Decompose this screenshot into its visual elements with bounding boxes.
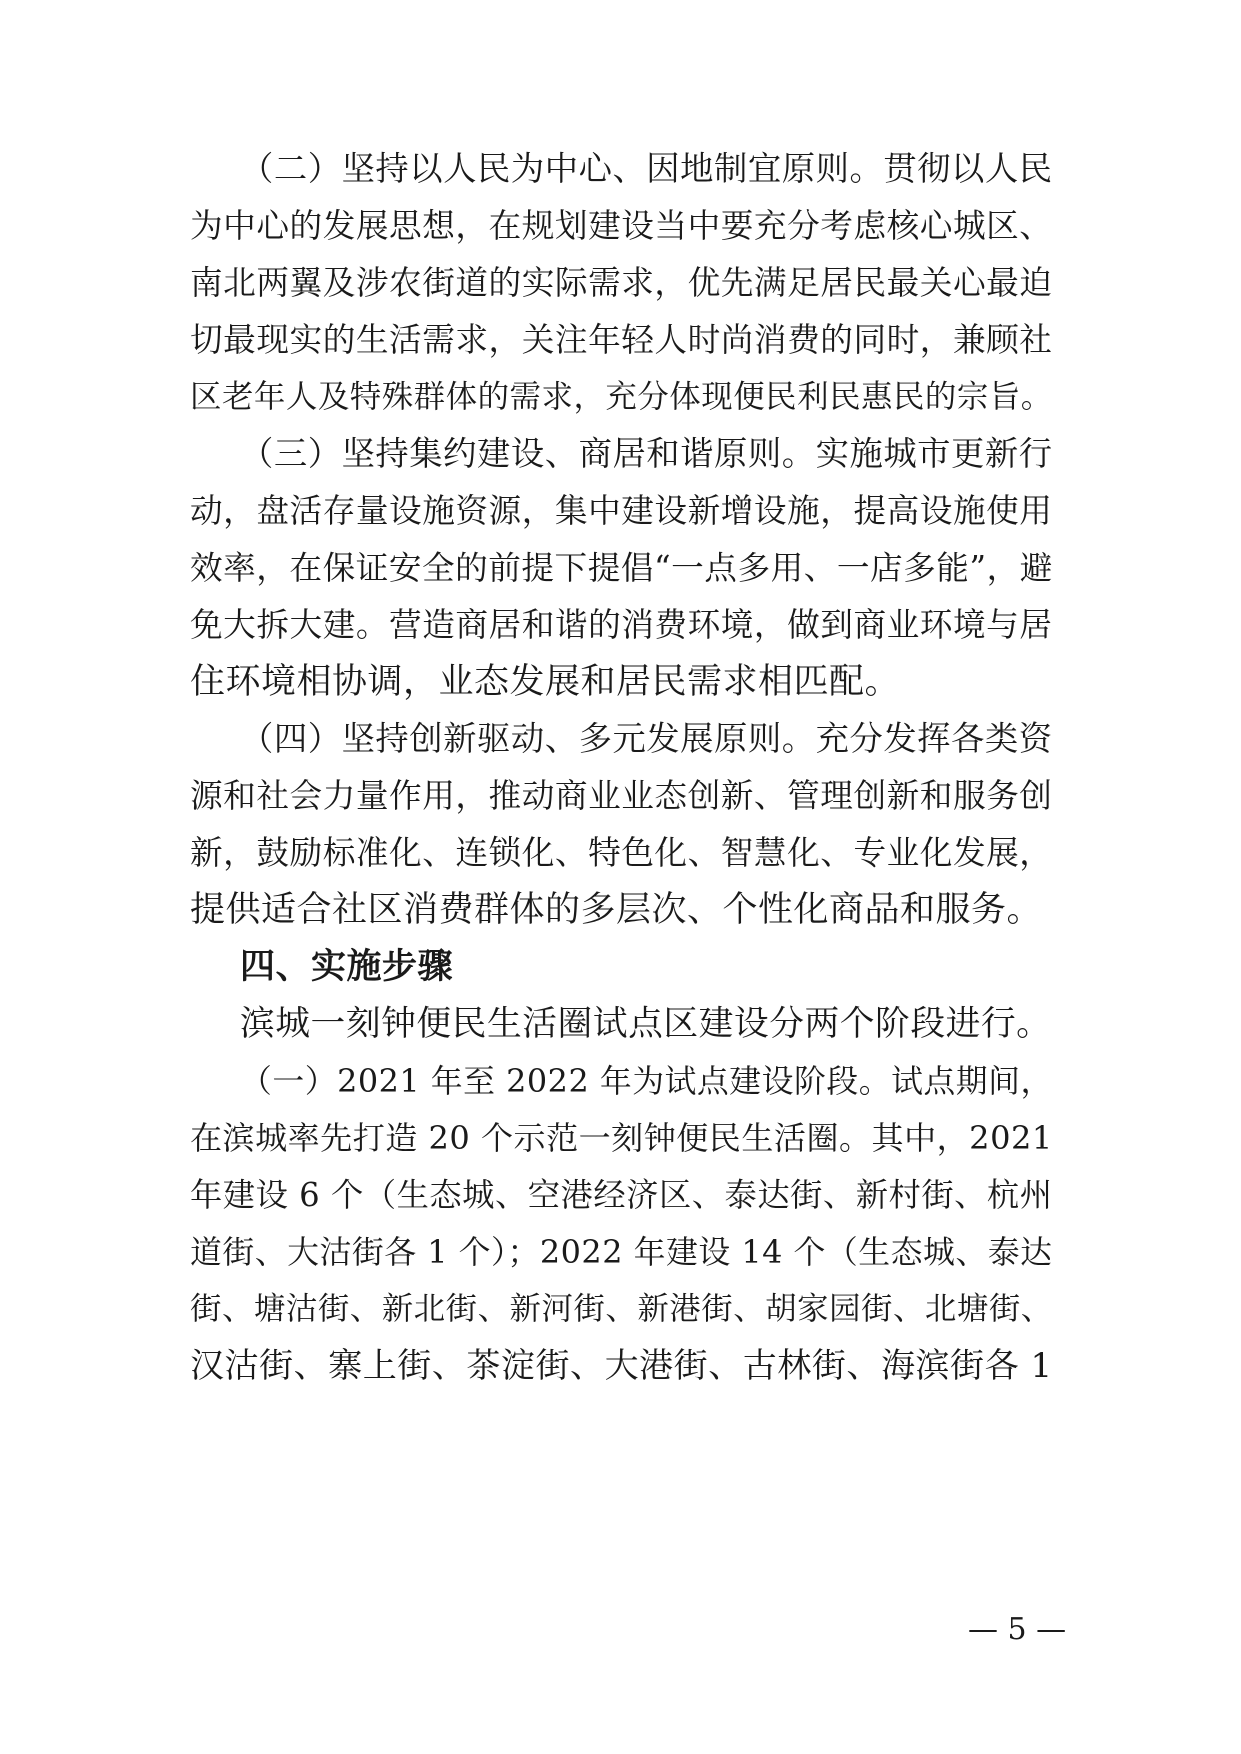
text-line: （二）坚持以人民为中心、因地制宜原则。贯彻以人民 xyxy=(240,149,1053,188)
text-line: 年建设 6 个（生态城、空港经济区、泰达街、新村街、杭州 xyxy=(190,1176,1053,1214)
text-line: 在滨城率先打造 20 个示范一刻钟便民生活圈。其中，2021 xyxy=(190,1119,1053,1157)
text-line: 为中心的发展思想，在规划建设当中要充分考虑核心城区、 xyxy=(190,207,1053,245)
page-number: — 5 — xyxy=(968,1612,1067,1647)
text-line: （三）坚持集约建设、商居和谐原则。实施城市更新行 xyxy=(240,434,1053,473)
text-line: 效率，在保证安全的前提下提倡“一点多用、一店多能”，避 xyxy=(190,549,1053,587)
text-line: 切最现实的生活需求，关注年轻人时尚消费的同时，兼顾社 xyxy=(190,321,1053,359)
text-line: 区老年人及特殊群体的需求，充分体现便民利民惠民的宗旨。 xyxy=(190,379,1053,415)
text-line: 提供适合社区消费群体的多层次、个性化商品和服务。 xyxy=(190,890,1043,930)
text-line: 新，鼓励标准化、连锁化、特色化、智慧化、专业化发展， xyxy=(190,834,1053,872)
text-line: 南北两翼及涉农街道的实际需求，优先满足居民最关心最迫 xyxy=(190,264,1053,302)
text-line: 街、塘沽街、新北街、新河街、新港街、胡家园街、北塘街、 xyxy=(190,1291,1053,1327)
text-line: 免大拆大建。营造商居和谐的消费环境，做到商业环境与居 xyxy=(190,606,1053,644)
text-line: 汉沽街、寨上街、茶淀街、大港街、古林街、海滨街各 1 xyxy=(190,1346,1053,1386)
section-heading: 四、实施步骤 xyxy=(240,947,454,987)
text-line: 滨城一刻钟便民生活圈试点区建设分两个阶段进行。 xyxy=(240,1004,1052,1044)
text-line: （一）2021 年至 2022 年为试点建设阶段。试点期间， xyxy=(240,1062,1053,1100)
text-line: 动，盘活存量设施资源，集中建设新增设施，提高设施使用 xyxy=(190,492,1053,530)
text-line: （四）坚持创新驱动、多元发展原则。充分发挥各类资 xyxy=(240,719,1053,758)
text-line: 道街、大沽街各 1 个）；2022 年建设 14 个（生态城、泰达 xyxy=(190,1233,1053,1271)
text-line: 住环境相协调，业态发展和居民需求相匹配。 xyxy=(190,662,901,702)
text-line: 源和社会力量作用，推动商业业态创新、管理创新和服务创 xyxy=(190,777,1053,815)
